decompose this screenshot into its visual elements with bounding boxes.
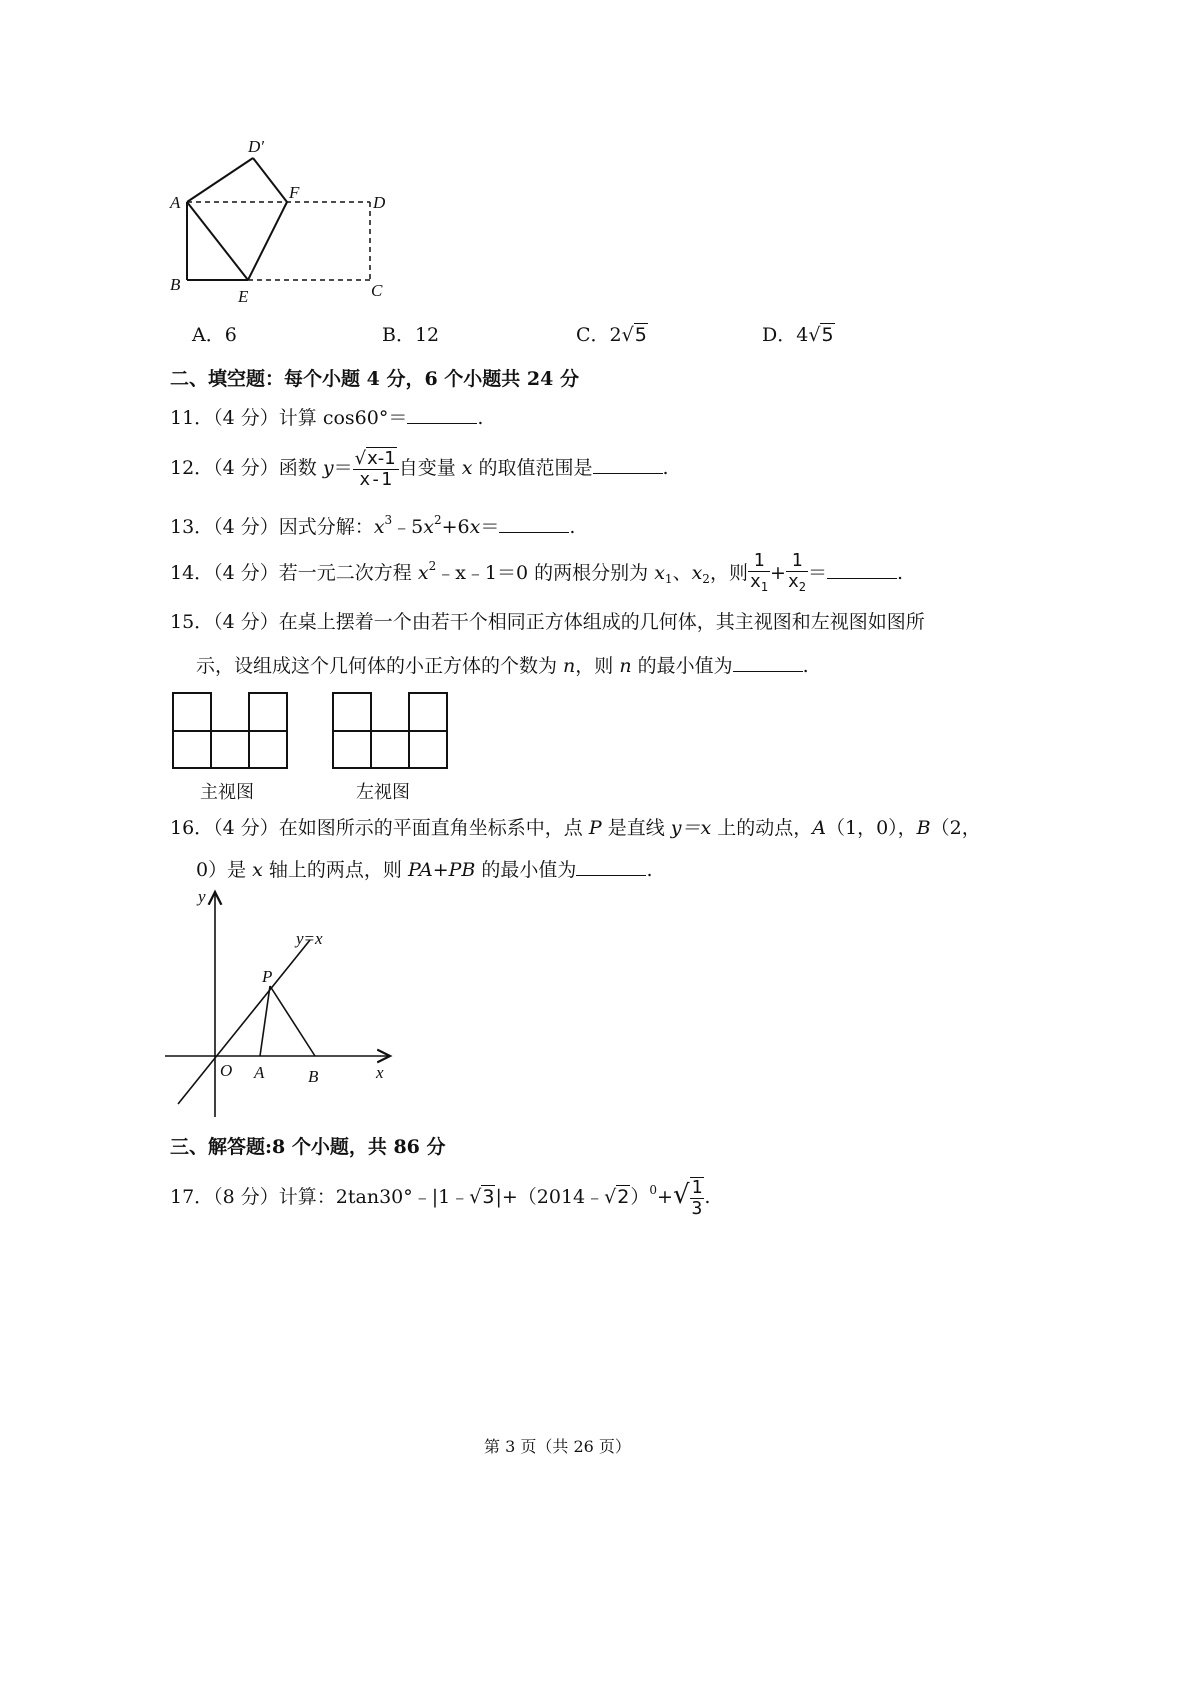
q16-line2-mid: 轴上的两点，则 — [262, 859, 408, 881]
q13-end: . — [569, 516, 576, 538]
point-label-b: B — [308, 1067, 319, 1086]
q17-fraction — [690, 1177, 705, 1219]
q16-b: B — [916, 817, 931, 839]
q13-exp: 3 — [384, 513, 393, 527]
axis-label-y: y — [198, 887, 206, 906]
answer-blank — [827, 560, 897, 579]
front-view-caption: 主视图 — [200, 782, 254, 803]
point-label-a: A — [254, 1063, 265, 1082]
q14-f2-sub: 2 — [798, 580, 807, 594]
q16-p: P — [588, 817, 602, 839]
question-16-line-1 — [170, 814, 981, 842]
front-view-figure — [172, 692, 290, 770]
question-12 — [170, 446, 669, 490]
option-c-radicand: 5 — [634, 324, 647, 346]
front-view-cell — [249, 731, 287, 768]
q12-pre: 12．（4 分）函数 — [170, 457, 323, 479]
option-c-prefix: C．2 — [576, 324, 622, 346]
q13-exp: 2 — [433, 513, 442, 527]
page-footer: 第 3 页（共 26 页） — [484, 1437, 631, 1456]
q13-mid: +6 — [441, 516, 470, 538]
q11-text: 11．（4 分）计算 cos60°＝ — [170, 407, 408, 429]
label-d: D — [373, 193, 386, 212]
q16-end: . — [646, 859, 653, 881]
q13-pre: 13．（4 分）因式分解： — [170, 516, 374, 538]
answer-blank — [499, 514, 569, 533]
question-14 — [170, 544, 903, 601]
q16-mid2: 上的动点， — [711, 817, 813, 839]
left-view-cell — [333, 731, 371, 768]
left-view-cell — [409, 731, 447, 768]
q13-x: x — [423, 516, 434, 538]
front-view-cell — [173, 693, 211, 731]
q12-end: . — [662, 457, 669, 479]
sqrt-icon: √ — [808, 324, 821, 346]
q16-line-eq: y＝x — [670, 817, 712, 839]
option-d-prefix: D．4 — [762, 324, 809, 346]
q12-post2: 的取值范围是 — [472, 457, 593, 479]
folded-rectangle-figure — [160, 130, 420, 310]
option-a: A．6 — [192, 324, 237, 346]
q12-x: x — [461, 457, 473, 479]
left-view-cell — [371, 731, 409, 768]
q12-numerator: x-1 — [367, 447, 396, 469]
q14-x2: x — [691, 562, 703, 584]
edge-ef — [248, 202, 287, 280]
q17-frac-den: 3 — [691, 1198, 703, 1219]
q16-pre: 16．（4 分）在如图所示的平面直角坐标系中，点 — [170, 817, 589, 839]
left-view-caption: 左视图 — [356, 782, 410, 803]
q14-pre: 14．（4 分）若一元二次方程 — [170, 562, 418, 584]
q14-sub2: 2 — [702, 572, 710, 586]
q17-frac-num: 1 — [691, 1177, 703, 1198]
q17-mid: |+（2014﹣ — [495, 1186, 605, 1208]
q16-a-coord: （1，0）， — [825, 817, 917, 839]
q12-eq: ＝ — [333, 457, 353, 479]
answer-blank — [407, 405, 477, 424]
q14-post: ，则 — [709, 562, 748, 584]
q17-radicand-2: 2 — [617, 1186, 630, 1208]
q16-a: A — [812, 817, 826, 839]
question-13 — [170, 506, 575, 541]
q14-sub1: 1 — [664, 572, 673, 586]
q13-mid: ﹣5 — [392, 516, 424, 538]
q17-end: . — [704, 1186, 711, 1208]
q14-f1-den: x — [749, 571, 761, 592]
answer-blank — [593, 455, 663, 474]
sqrt-icon: √ — [354, 447, 367, 469]
section-2-title: 二、填空题：每个小题 4 分，6 个小题共 24 分 — [170, 368, 579, 390]
edge-ae — [187, 202, 248, 280]
q14-eq: ＝ — [808, 562, 828, 584]
q14-end: . — [897, 562, 904, 584]
q12-fraction — [353, 449, 399, 490]
q14-f1-sub: 1 — [760, 580, 769, 594]
q13-x: x — [469, 516, 481, 538]
edge-adp — [187, 158, 253, 202]
label-f: F — [289, 183, 300, 202]
left-view-figure — [332, 692, 450, 770]
q17-radicand-1: 3 — [482, 1186, 495, 1208]
q14-exp: 2 — [428, 559, 437, 573]
q15-n: n — [619, 655, 632, 677]
q12-denominator: x-1 — [359, 468, 392, 490]
q14-plus: + — [770, 562, 786, 584]
question-15-line-1: 15．（4 分）在桌上摆着一个由若干个相同正方体组成的几何体，其主视图和左视图如图所 — [170, 611, 925, 633]
q14-x: x — [417, 562, 429, 584]
front-view-cell — [173, 731, 211, 768]
question-11 — [170, 404, 483, 432]
q12-post: 自变量 — [398, 457, 462, 479]
coordinate-graph — [160, 882, 400, 1122]
left-view-cell — [409, 693, 447, 731]
q14-f1-num: 1 — [748, 551, 770, 572]
sqrt-icon: √ — [621, 324, 634, 346]
line-y-equals-x — [178, 940, 310, 1104]
option-c — [576, 320, 648, 347]
q14-f2-num: 1 — [786, 551, 808, 572]
answer-blank — [576, 857, 646, 876]
point-label-o: O — [220, 1061, 233, 1080]
q14-sep: 、 — [672, 562, 692, 584]
q16-line2-pre: 0）是 — [196, 859, 253, 881]
label-c: C — [371, 281, 383, 300]
q14-x1: x — [654, 562, 665, 584]
q13-eq: ＝ — [480, 516, 500, 538]
q14-fraction-2 — [786, 551, 808, 597]
q15-pre: 示，设组成这个几何体的小正方体的个数为 — [196, 655, 564, 677]
q15-end: . — [802, 655, 809, 677]
label-a: A — [170, 193, 181, 212]
q16-papb: PA+PB — [407, 859, 476, 881]
q17-close: ） — [630, 1186, 650, 1208]
label-e: E — [238, 287, 249, 306]
sqrt-icon: √ — [672, 1180, 690, 1210]
q14-fraction-1 — [748, 551, 770, 597]
question-17 — [170, 1168, 710, 1219]
point-label-p: P — [262, 967, 273, 986]
q16-b-coord: （2， — [930, 817, 981, 839]
q13-x: x — [373, 516, 385, 538]
q17-plus: + — [657, 1186, 673, 1208]
option-d — [762, 320, 835, 347]
answer-blank — [733, 653, 803, 672]
q15-post: 的最小值为 — [631, 655, 733, 677]
q16-x: x — [252, 859, 263, 881]
label-b: B — [170, 275, 181, 294]
front-view-cell — [249, 693, 287, 731]
option-b: B．12 — [382, 324, 440, 346]
question-16-line-2 — [196, 856, 652, 884]
q17-exp: 0 — [649, 1183, 658, 1197]
edge-dpf — [253, 158, 287, 202]
q15-n: n — [563, 655, 576, 677]
left-view-cell — [333, 693, 371, 731]
q16-line2-post: 的最小值为 — [475, 859, 577, 881]
q16-mid: 是直线 — [601, 817, 671, 839]
sqrt-icon: √ — [604, 1186, 617, 1208]
label-dprime: D′ — [248, 137, 264, 156]
option-d-radicand: 5 — [821, 324, 834, 346]
q17-pre: 17．（8 分）计算：2tan30°﹣|1﹣ — [170, 1186, 470, 1208]
front-view-cell — [211, 731, 249, 768]
q11-end: . — [477, 407, 484, 429]
q14-mid: ﹣x﹣1＝0 的两根分别为 — [436, 562, 655, 584]
question-15-line-2 — [196, 652, 809, 680]
q12-y: y — [322, 457, 334, 479]
segment-pb — [270, 986, 315, 1056]
sqrt-icon: √ — [469, 1186, 482, 1208]
q14-f2-den: x — [787, 571, 799, 592]
q15-mid: ，则 — [575, 655, 620, 677]
axis-label-x: x — [376, 1063, 384, 1082]
line-label-yx: y=x — [296, 929, 323, 948]
section-3-title: 三、解答题:8 个小题，共 86 分 — [170, 1136, 446, 1158]
